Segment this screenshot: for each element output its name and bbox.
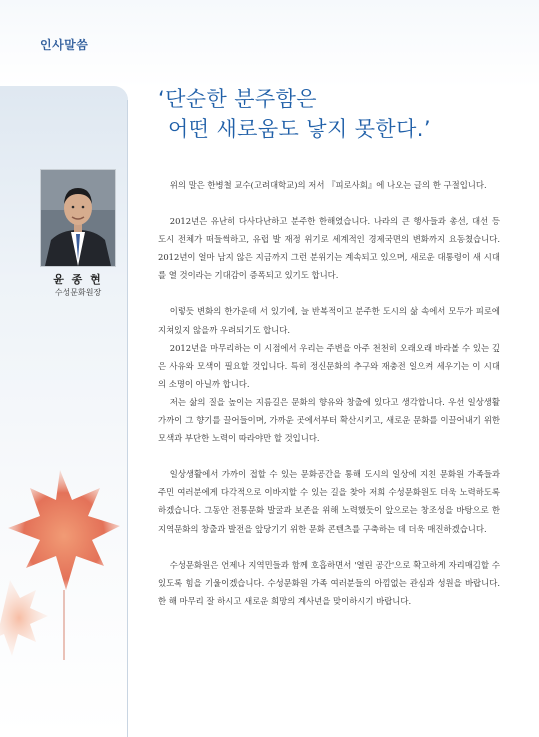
body-paragraph: 2012년은 유난히 다사다난하고 분주한 한해였습니다. 나라의 큰 행사들과 총선, 대선 등 도시 전체가 떠들썩하고, 유럽 발 재정 위기로 세계적인 경제국면의 변화까지 요동쳤습니다. 2012년이 얼마 남지 않은 지금까지 그런 분위기는 계속되고 있으며, 새로운 대통령이 새 시대를 열 것이라는 기대감이 증폭되고 있기도 합니다. xyxy=(158,216,500,281)
body-paragraph: 수성문화원은 언제나 지역민들과 함께 호흡하면서 '열린 공간'으로 확고하게 자리매김할 수 있도록 힘을 기울이겠습니다. 수성문화원 가족 여러분들의 아낌없는 관심과 성원을 바랍니다. 한 해 마무리 잘 하시고 새로운 희망의 계사년을 맞이하시기 바랍니다. xyxy=(158,559,500,606)
maple-leaf-illustration xyxy=(0,430,128,660)
title-line-1: ‘단순한 분주함은 xyxy=(158,87,317,111)
section-label: 인사말씀 xyxy=(40,38,89,52)
author-photo xyxy=(40,169,116,267)
leaf-icon xyxy=(0,430,128,660)
portrait-illustration xyxy=(41,170,115,266)
author-role: 수성문화원장 xyxy=(54,288,102,297)
greeting-body xyxy=(158,176,500,610)
title-line-2: 어떤 새로움도 낳지 못한다.’ xyxy=(168,117,431,141)
body-paragraph: 이렇듯 변화의 한가운데 서 있기에, 늘 반복적이고 분주한 도시의 삶 속에서 모두가 피로에 지쳐있지 않을까 우려되기도 합니다. xyxy=(158,306,500,335)
page-title xyxy=(158,84,518,144)
body-paragraph: 위의 말은 한병철 교수(고려대학교)의 저서 『피로사회』에 나오는 글의 한 구절입니다. xyxy=(169,180,487,190)
body-paragraph: 일상생활에서 가까이 접할 수 있는 문화공간을 통해 도시의 일상에 지친 문화원 가족들과 주민 여러분에게 다각적으로 이바지할 수 있는 길을 찾아 저희 수성문화원도 더욱 노력하도록 하겠습니다. 그동안 전통문화 발굴과 보존을 위해 노력했듯이 앞으로는 창조성을 바탕으로 한 지역문화의 창출과 발전을 앞당기기 위한 문화 콘텐츠를 구축하는 데 더욱 매진하겠습니다. xyxy=(158,469,500,534)
author-name: 윤 종 현 xyxy=(53,273,103,286)
body-paragraph: 저는 삶의 질을 높이는 지름길은 문화의 향유와 창출에 있다고 생각합니다. 우선 일상생활 가까이 그 향기를 끌어들이며, 가까운 곳에서부터 확산시키고, 새로운 문화를 이끌어내기 위한 모색과 부단한 노력이 따라야만 할 것입니다. xyxy=(158,396,500,444)
body-paragraph: 2012년을 마무리하는 이 시점에서 우리는 주변을 아주 천천히 오래오래 바라볼 수 있는 깊은 사유와 모색이 필요할 것입니다. 특히 정신문화의 추구와 재충전 일으켜 세우기는 이 시대의 소명이 아닐까 합니다. xyxy=(158,342,500,389)
